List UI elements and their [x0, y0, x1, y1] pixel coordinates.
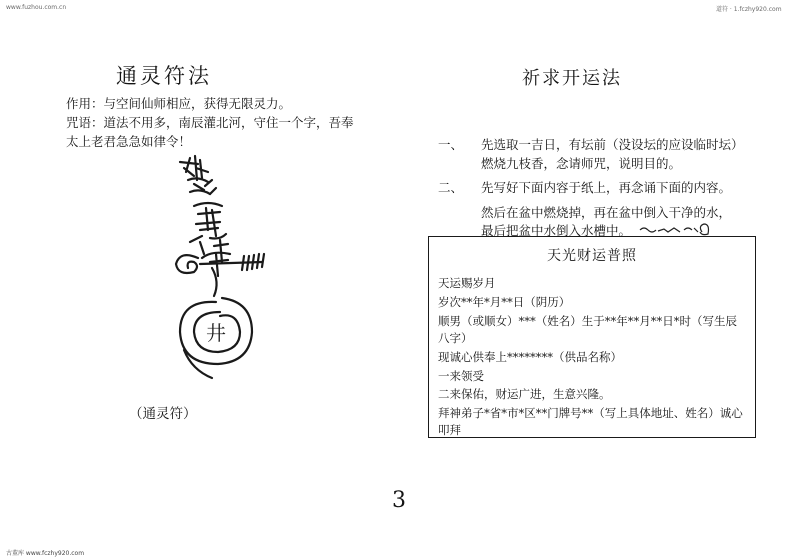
header-right-text: 道符 · 1.fczhy920.com [716, 6, 782, 13]
left-page-title: 通灵符法 [116, 64, 212, 88]
box-line-2: 岁次**年*月**日（阴历） [438, 295, 571, 309]
step-2-line-1: 先写好下面内容于纸上，再念诵下面的内容。 [481, 180, 732, 195]
step-2-number: 二、 [438, 180, 464, 195]
step-1-line-1: 先选取一吉日，有坛前（没设坛的应设临时坛） [481, 137, 744, 152]
box-line-3: 顺男（或顺女）***（姓名）生于**年**月**日*时（写生辰 [438, 314, 737, 328]
box-line-6: 一来领受 [438, 369, 484, 383]
box-line-1: 天运赐岁月 [438, 276, 496, 290]
box-line-5: 现诚心供奉上********（供品名称） [438, 350, 622, 364]
right-page-title: 祈求开运法 [522, 68, 622, 89]
box-line-4: 八字） [438, 331, 473, 345]
mantra-line-2: 太上老君急急如律令！ [66, 134, 192, 149]
invocation-box [428, 236, 756, 438]
page-number: 3 [392, 488, 406, 513]
effect-text: 作用：与空间仙师相应，获得无限灵力。 [66, 96, 292, 111]
mantra-line-1: 咒语：道法不用多，南辰灌北河，守住一个字，吾奉 [66, 115, 354, 130]
box-line-8: 拜神弟子*省*市*区**门牌号**（写上具体地址、姓名）诚心 [438, 406, 743, 420]
box-line-7: 二来保佑，财运广进，生意兴隆。 [438, 387, 611, 401]
step-1-line-2: 燃烧九枝香，念请师咒，说明目的。 [481, 156, 682, 171]
after-line-2: 最后把盆中水倒入水槽中。 [481, 223, 632, 238]
header-left-text: www.fuzhou.com.cn [6, 4, 67, 11]
step-1-number: 一、 [438, 137, 464, 152]
footer-watermark: 古董库 www.fczhy920.com [6, 550, 85, 557]
after-line-1: 然后在盆中燃烧掉，再在盆中倒入干净的水， [481, 205, 732, 220]
talisman-caption: （通灵符） [129, 406, 197, 422]
talisman-drawing [150, 150, 290, 395]
talisman-center-glyph: 井 [206, 321, 226, 345]
box-line-9: 叩拜 [438, 423, 461, 437]
invocation-box-title: 天光财运普照 [547, 248, 637, 264]
